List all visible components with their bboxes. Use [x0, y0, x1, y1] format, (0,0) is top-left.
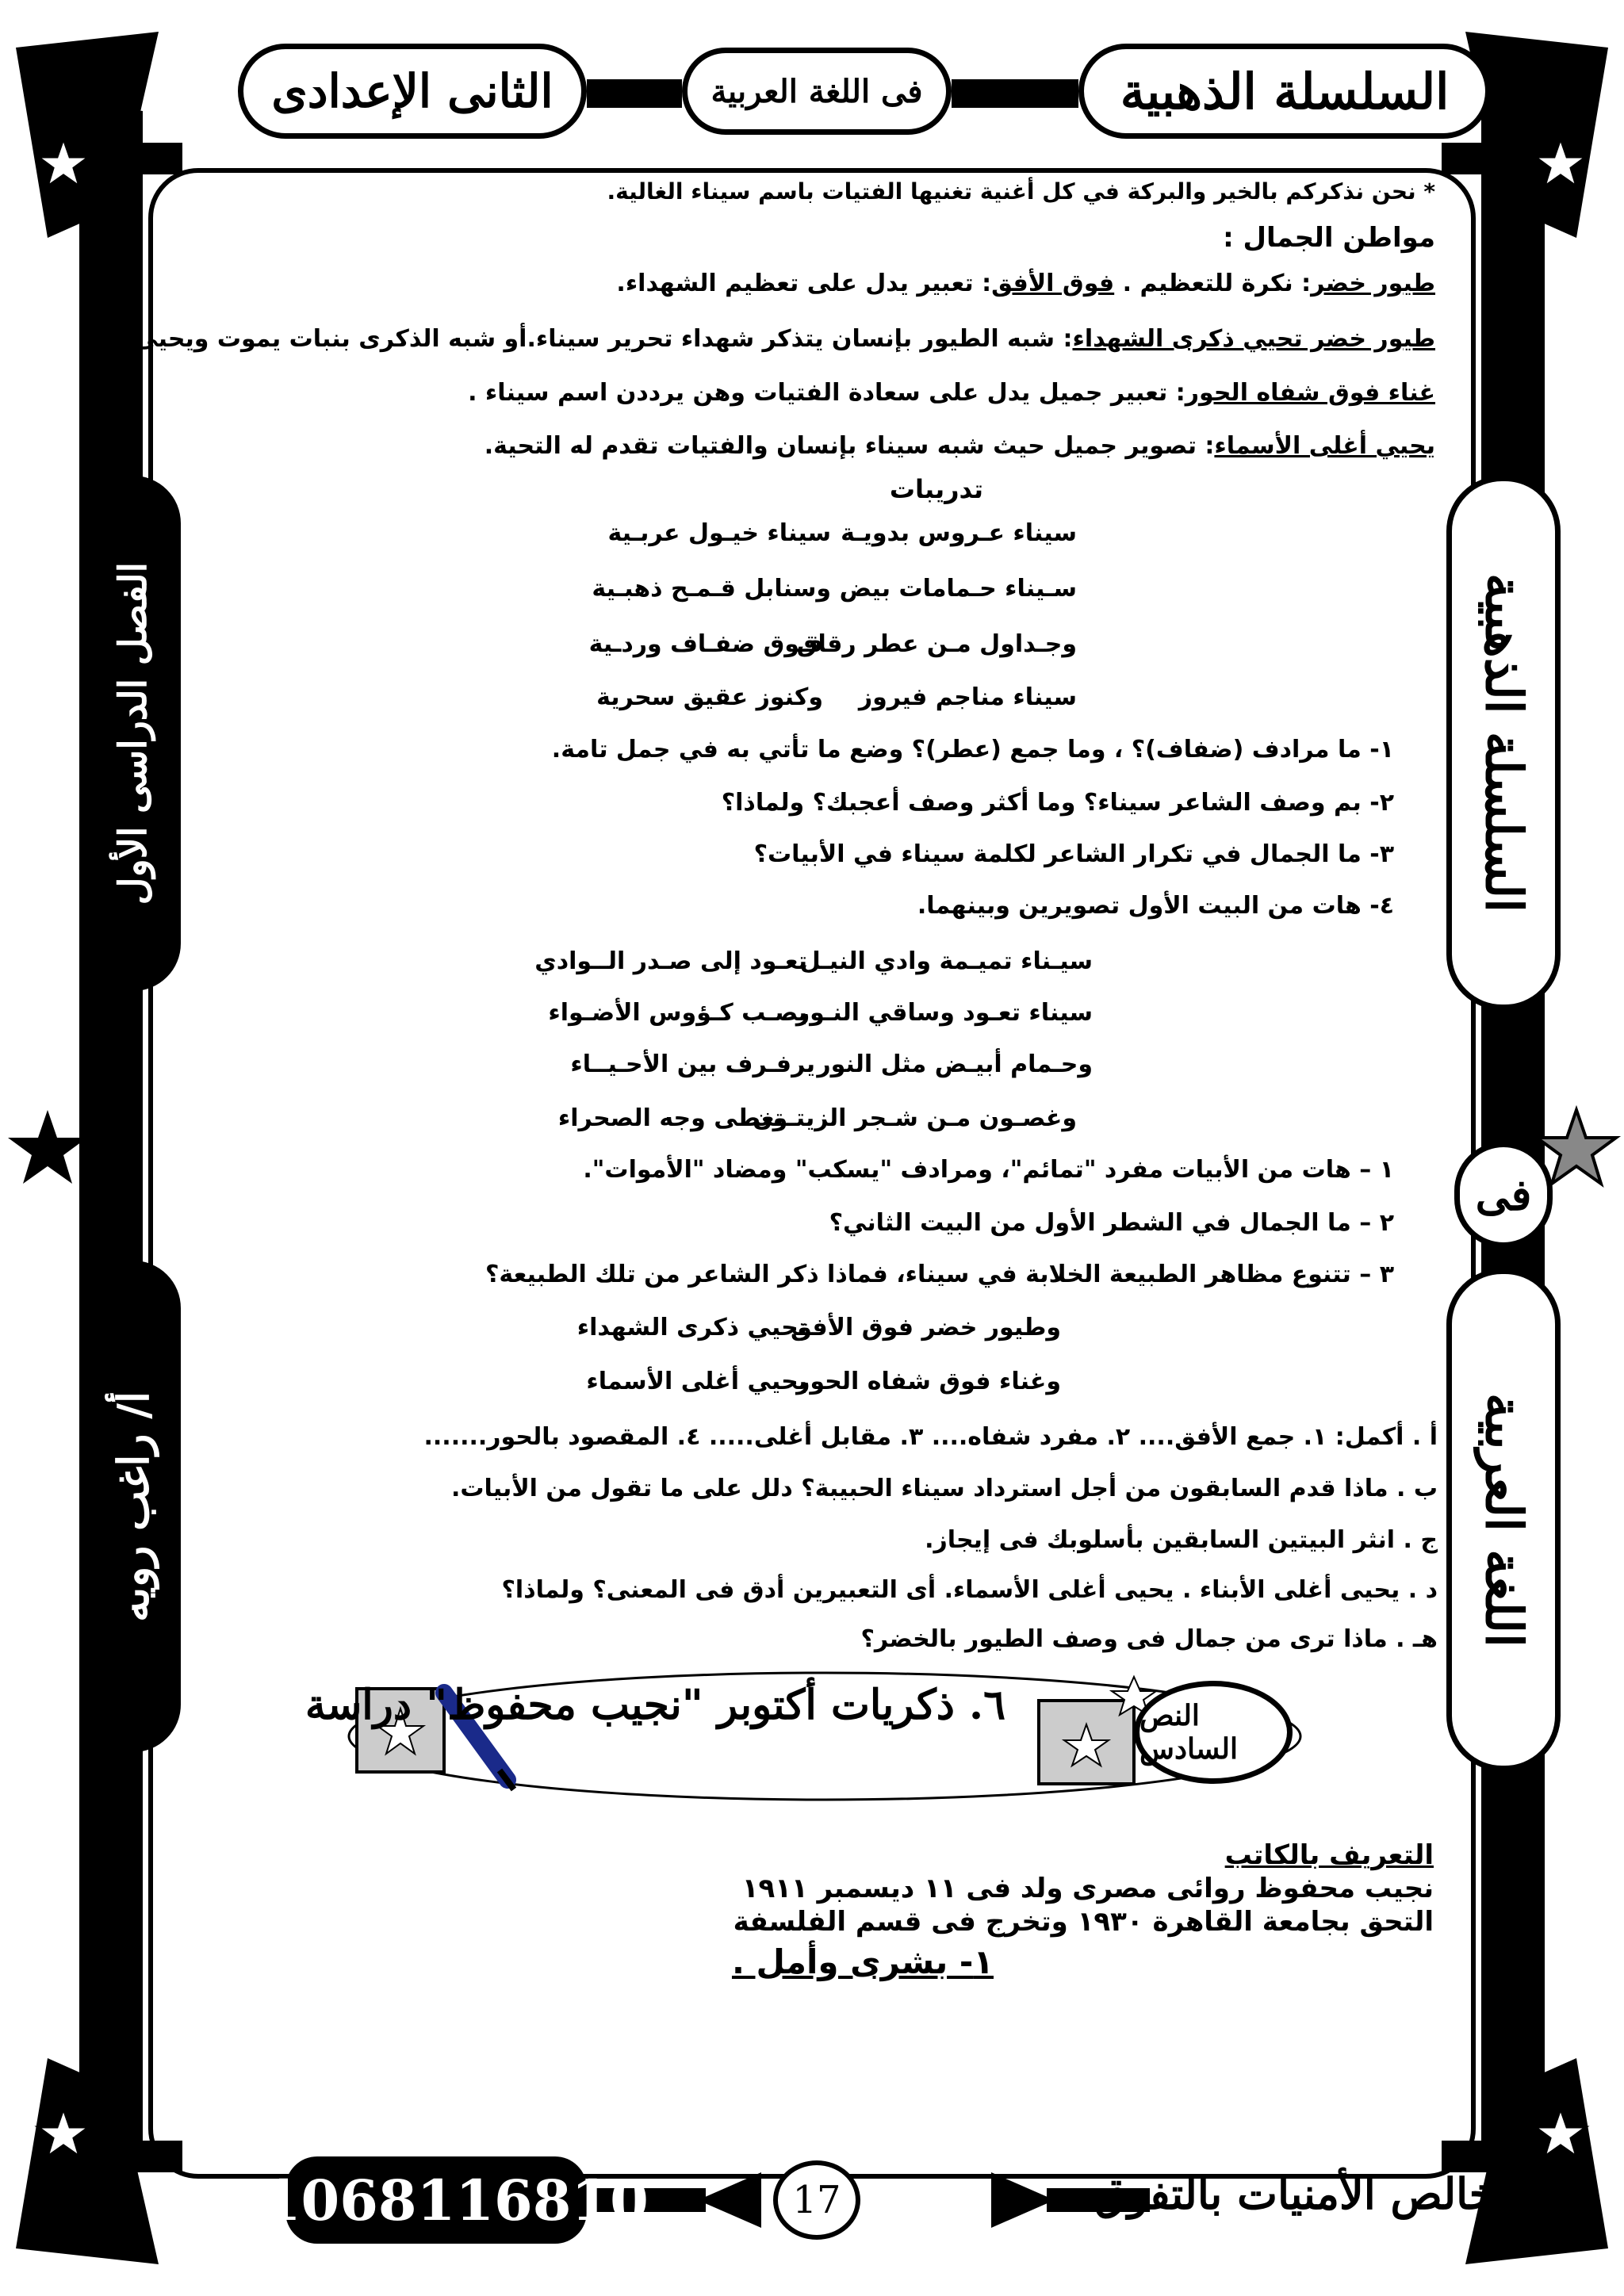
poem-line: وغصـون مـن شـجر الزيتـون [753, 1104, 1077, 1132]
lesson-badge: النص السادس [1134, 1681, 1293, 1784]
intro-line: * نحن نذكركم بالخير والبركة في كل أغنية تغنيها الفتيات باسم سيناء الغالية. [607, 178, 1435, 205]
poem-line: يرفـرف بين الأحـيــاء [570, 1050, 815, 1078]
exercises-title: تدريبات [889, 474, 983, 504]
beauty-heading: مواطن الجمال : [1223, 222, 1435, 254]
lesson-title: ٦. ذكريات أكتوبر "نجيب محفوظ" دراسة [304, 1681, 1005, 1729]
question: ١- ما مرادف (ضفاف)؟ ، وما جمع (عطر)؟ وضع ما تأتي به في جمل تامة. [551, 736, 1394, 763]
poem-line: سيـناء تميـمة وادي النيـل [799, 947, 1093, 975]
series-title: السلسلة الذهبية [1120, 62, 1450, 121]
question: ٤- هات من البيت الأول تصويرين وبينهما. [917, 892, 1394, 920]
question: ٢ – ما الجمال في الشطر الأول من البيت الثاني؟ [829, 1209, 1394, 1237]
fi-label: فى [1475, 1169, 1532, 1220]
star-icon [8, 1110, 87, 1184]
poem-line: سيناء مناجم فيروز [858, 683, 1077, 711]
footer-wish: خالص الأمنيات بالتفوق [1094, 2168, 1496, 2219]
term-label: الفصل الدراسى الأول [111, 561, 155, 905]
series-side-pill [1446, 476, 1561, 1010]
author-subtitle: ١- بشرى وأمل . [731, 1942, 994, 1981]
poem-line: وجـداول مـن عطر رقاق [796, 630, 1077, 658]
poem-line: سيناء تعـود وساقي النـور [795, 999, 1093, 1027]
poem-line: تعـود إلى صـدر الــوادي [534, 947, 807, 975]
grade-title: الثانى الإعدادى [271, 64, 553, 118]
author-line-1: نجيب محفوظ روائى مصرى ولد فى ١١ ديسمبر ١٩١١ [741, 1873, 1434, 1904]
question: ج . انثر البيتين السابقين بأسلوبك فى إيجاز. [925, 1526, 1438, 1554]
subject-side-label: اللغة العربية [1473, 1392, 1534, 1647]
series-side-label: السلسلة الذهبية [1473, 573, 1534, 913]
poem-line: فـوق ضفـاف وردـية [588, 630, 823, 658]
beauty-item: طيور خضر: نكرة للتعظيم . فوق الأفق: تعبير يدل على تعظيم الشهداء. [616, 270, 1435, 297]
page-number: 17 [792, 2178, 841, 2222]
page-number-badge [773, 2160, 860, 2240]
poem-line: وسنابل قـمـح ذهبـية [592, 575, 831, 603]
phone-number: 01068116810 [224, 2167, 649, 2233]
subject-side-pill [1446, 1269, 1561, 1771]
question: ٢- بم وصف الشاعر سيناء؟ وما أكثر وصف أعجبك؟ ولماذا؟ [721, 789, 1394, 817]
poem-line: تحيي ذكرى الشهداء [576, 1314, 807, 1341]
poem-line: يصـب كـؤوس الأضـواء [548, 999, 807, 1027]
fi-side-pill [1454, 1142, 1553, 1248]
poem-line: تغطى وجه الصحراء [557, 1104, 783, 1132]
subject-title: فى اللغة العربية [710, 72, 923, 110]
teacher-label: أ/ راغب رويه [108, 1391, 159, 1622]
question: هـ . ماذا ترى من جمال فى وصف الطيور بالخضر؟ [860, 1625, 1438, 1653]
beauty-item: طيور خضر تحيي ذكرى الشهداء: شبه الطيور بإنسان يتذكر شهداء تحرير سيناء.أو شبه الذكرى بنبات يموت ويحيى . [117, 325, 1435, 353]
poem-line: سـيناء حـمامات بيض [839, 575, 1077, 603]
poem-line: وكنوز عقيق سحرية [596, 683, 823, 711]
poem-line: سيناء عـروس بدويـة [841, 519, 1077, 547]
author-heading: التعريف بالكاتب [1224, 1839, 1434, 1871]
question: ب . ماذا قدم السابقون من أجل استرداد سيناء الحبيبة؟ دلل على ما تقول من الأبيات. [451, 1475, 1438, 1502]
poem-line: يحيي أغلى الأسماء [586, 1368, 807, 1395]
question: أ . أكمل: ١. جمع الأفق.... ٢. مفرد شفاه.... ٣. مقابل أغلى..... ٤. المقصود بالحور....... [423, 1423, 1438, 1451]
phone-pill [224, 2156, 649, 2244]
poem-line: وحـمام أبيـض مثل النور [817, 1050, 1093, 1078]
beauty-item: غناء فوق شفاه الحور: تعبير جميل يدل على سعادة الفتيات وهن يرددن اسم سيناء . [468, 379, 1435, 407]
poem-line: سيناء خيـول عربـية [607, 519, 831, 547]
question: ١ – هات من الأبيات مفرد "تمائم"، ومرادف "يسكب" ومضاد "الأموات". [583, 1156, 1394, 1184]
question: ٣ – تتنوع مظاهر الطبيعة الخلابة في سيناء، فماذا ذكر الشاعر من تلك الطبيعة؟ [485, 1261, 1394, 1288]
beauty-item: يحيي أغلى الأسماء: تصوير جميل حيث شبه سيناء بإنسان والفتيات تقدم له التحية. [484, 432, 1435, 460]
question: ٣- ما الجمال في تكرار الشاعر لكلمة سيناء في الأبيات؟ [753, 840, 1394, 868]
author-line-2: التحق بجامعة القاهرة ١٩٣٠ وتخرج فى قسم الفلسفة [733, 1906, 1434, 1938]
poem-line: وطيور خضر فوق الأفق [791, 1314, 1061, 1341]
question: د . يحيى أغلى الأبناء . يحيى أغلى الأسماء. أى التعبيرين أدق فى المعنى؟ ولماذا؟ [501, 1576, 1438, 1604]
poem-line: وغناء فوق شفاه الحور [796, 1368, 1061, 1395]
